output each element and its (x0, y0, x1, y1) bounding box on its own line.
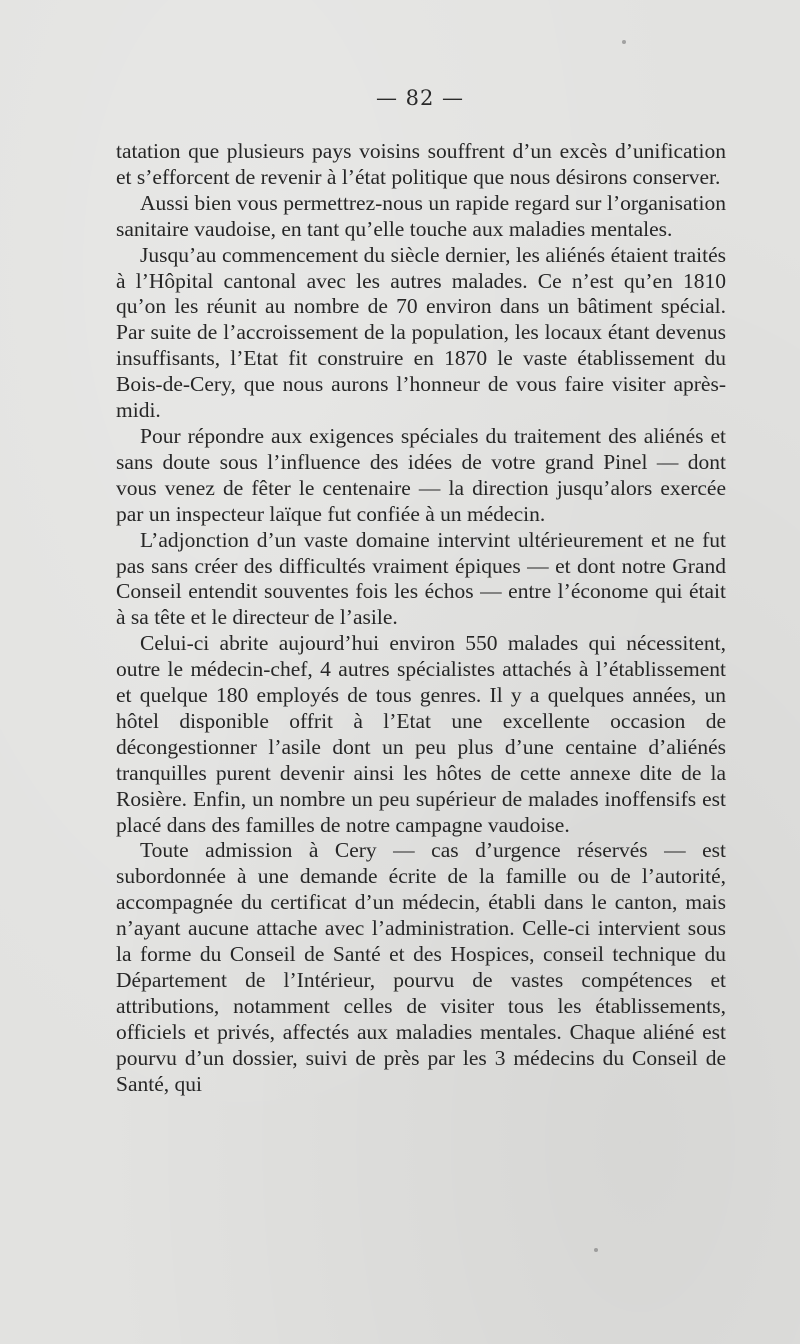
paragraph: Celui-ci abrite aujourd’hui environ 550 malades qui nécessitent, outre le médecin-chef, 4 autres spécialistes attachés à l’établissement et quelque 180 employés de tous genres. Il y a quelques années, un hôtel disponible offrit à l’Etat une excellente occasion de décongestionner l’asile dont un peu plus d’une centaine d’aliénés tranquilles purent devenir ainsi les hôtes de cette annexe dite de la Rosière. Enfin, un nombre un peu supérieur de malades inoffensifs est placé dans des familles de notre campagne vaudoise. (116, 631, 726, 837)
paragraph: Jusqu’au commencement du siècle dernier, les aliénés étaient traités à l’Hôpital cantonal avec les autres malades. Ce n’est qu’en 1810 qu’on les réunit au nombre de 70 environ dans un bâtiment spécial. Par suite de l’accroissement de la population, les locaux étant devenus insuffisants, l’Etat fit construire en 1870 le vaste établissement du Bois-de-Cery, que nous aurons l’honneur de vous faire visiter après-midi. (116, 242, 726, 423)
paragraph: Pour répondre aux exigences spéciales du traitement des aliénés et sans doute sous l’influence des idées de votre grand Pinel — dont vous venez de fêter le centenaire — la direction jusqu’alors exercée par un inspecteur laïque fut confiée à un médecin. (116, 423, 726, 526)
page-number: — 82 — (375, 86, 465, 110)
paper-speck (622, 40, 626, 44)
paragraph: tatation que plusieurs pays voisins souffrent d’un excès d’unification et s’efforcent de revenir à l’état politique que nous désirons conserver. (116, 139, 726, 189)
paragraph: Toute admission à Cery — cas d’urgence réservés — est subordonnée à une demande écrite de la famille ou de l’autorité, accompagnée du certificat d’un médecin, établi dans le canton, mais n’ayant aucune attache avec l’administration. Celle-ci intervient sous la forme du Conseil de Santé et des Hospices, conseil technique du Département de l’Intérieur, pourvu de vastes compétences et attributions, notamment celles de visiter tous les établissements, officiels et privés, affectés aux maladies mentales. Chaque aliéné est pourvu d’un dossier, suivi de près par les 3 médecins du Conseil de Santé, qui (116, 838, 726, 1096)
paragraph: Aussi bien vous permettrez-nous un rapide regard sur l’organisation sanitaire vaudoise, en tant qu’elle touche aux maladies mentales. (116, 190, 726, 241)
paragraph: L’adjonction d’un vaste domaine intervint ultérieurement et ne fut pas sans créer des difficultés vraiment épiques — et dont notre Grand Conseil entendit souventes fois les échos — entre l’économe qui était à sa tête et le directeur de l’asile. (116, 527, 726, 630)
body-text (116, 139, 726, 1098)
paper-speck (594, 1248, 598, 1252)
